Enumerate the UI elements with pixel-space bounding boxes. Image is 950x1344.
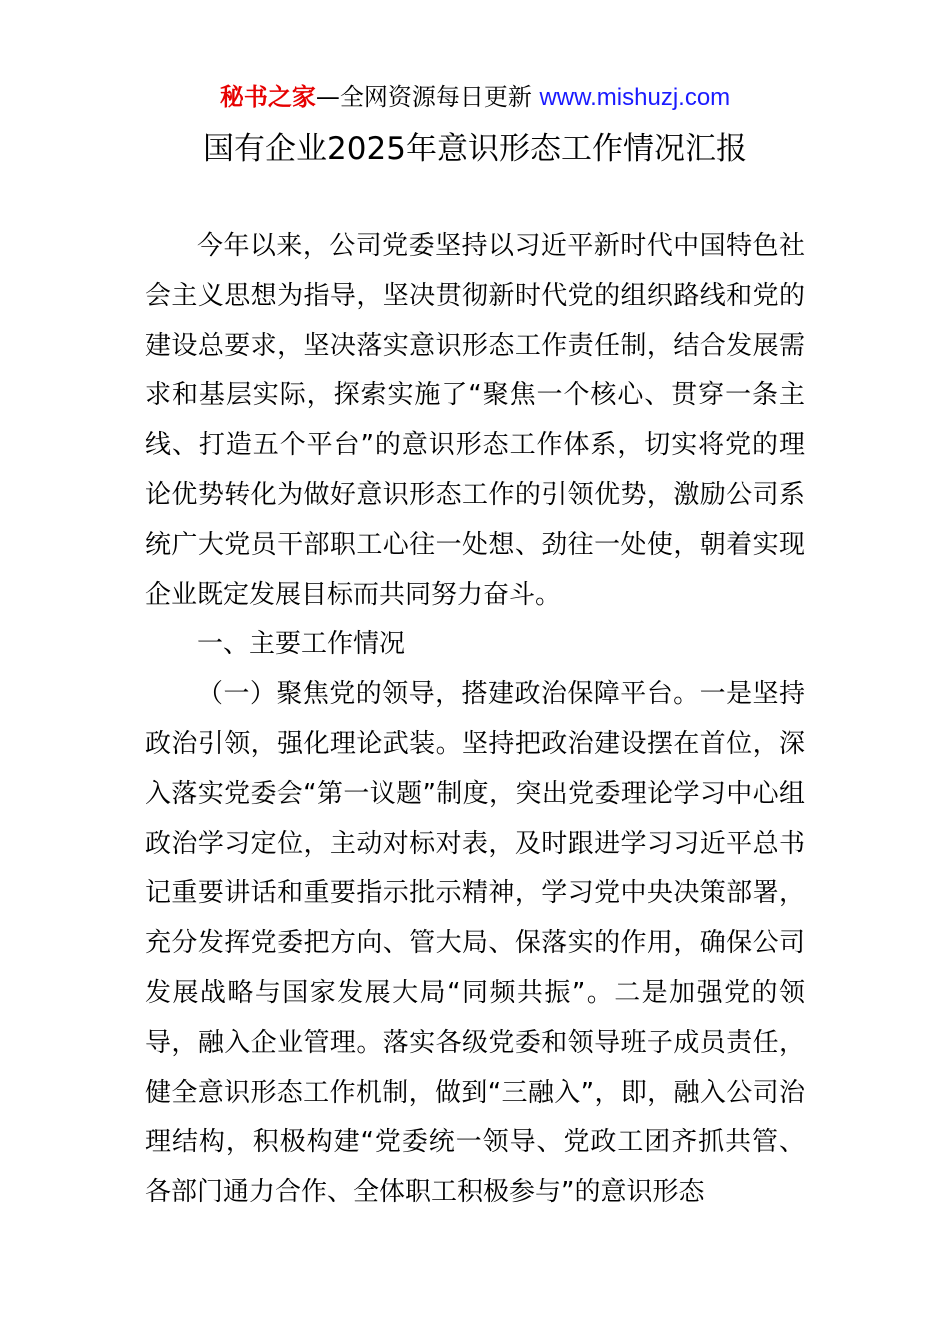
section-heading: 一、主要工作情况	[197, 629, 406, 660]
site-url-link[interactable]: www.mishuzj.com	[539, 84, 731, 111]
document-body	[145, 222, 805, 1218]
document-title: 国有企业2025年意识形态工作情况汇报	[203, 131, 747, 167]
intro-paragraph: 今年以来，公司党委坚持以习近平新时代中国特色社会主义思想为指导，坚决贯彻新时代党的组织路线和党的建设总要求，坚决落实意识形态工作责任制，结合发展需求和基层实际，探索实施了“聚焦一个核心、贯穿一条主线、打造五个平台”的意识形态工作体系，切实将党的理论优势转化为做好意识形态工作的引领优势，激励公司系统广大党员干部职工心往一处想、劲往一处使，朝着实现企业既定发展目标而共同努力奋斗。	[145, 231, 805, 610]
subsection-paragraph: （一）聚焦党的领导，搭建政治保障平台。一是坚持政治引领，强化理论武装。坚持把政治建设摆在首位，深入落实党委会“第一议题”制度，突出党委理论学习中心组政治学习定位，主动对标对表，及时跟进学习习近平总书记重要讲话和重要指示批示精神，学习党中央决策部署，充分发挥党委把方向、管大局、保落实的作用，确保公司发展战略与国家发展大局“同频共振”。二是加强党的领导，融入企业管理。落实各级党委和领导班子成员责任，健全意识形态工作机制，做到“三融入”，即，融入公司治理结构，积极构建“党委统一领导、党政工团齐抓共管、各部门通力合作、全体职工积极参与”的意识形态	[145, 679, 805, 1208]
site-header	[0, 80, 950, 115]
site-brand: 秘书之家	[219, 83, 316, 111]
site-tagline: —全网资源每日更新	[315, 83, 540, 111]
